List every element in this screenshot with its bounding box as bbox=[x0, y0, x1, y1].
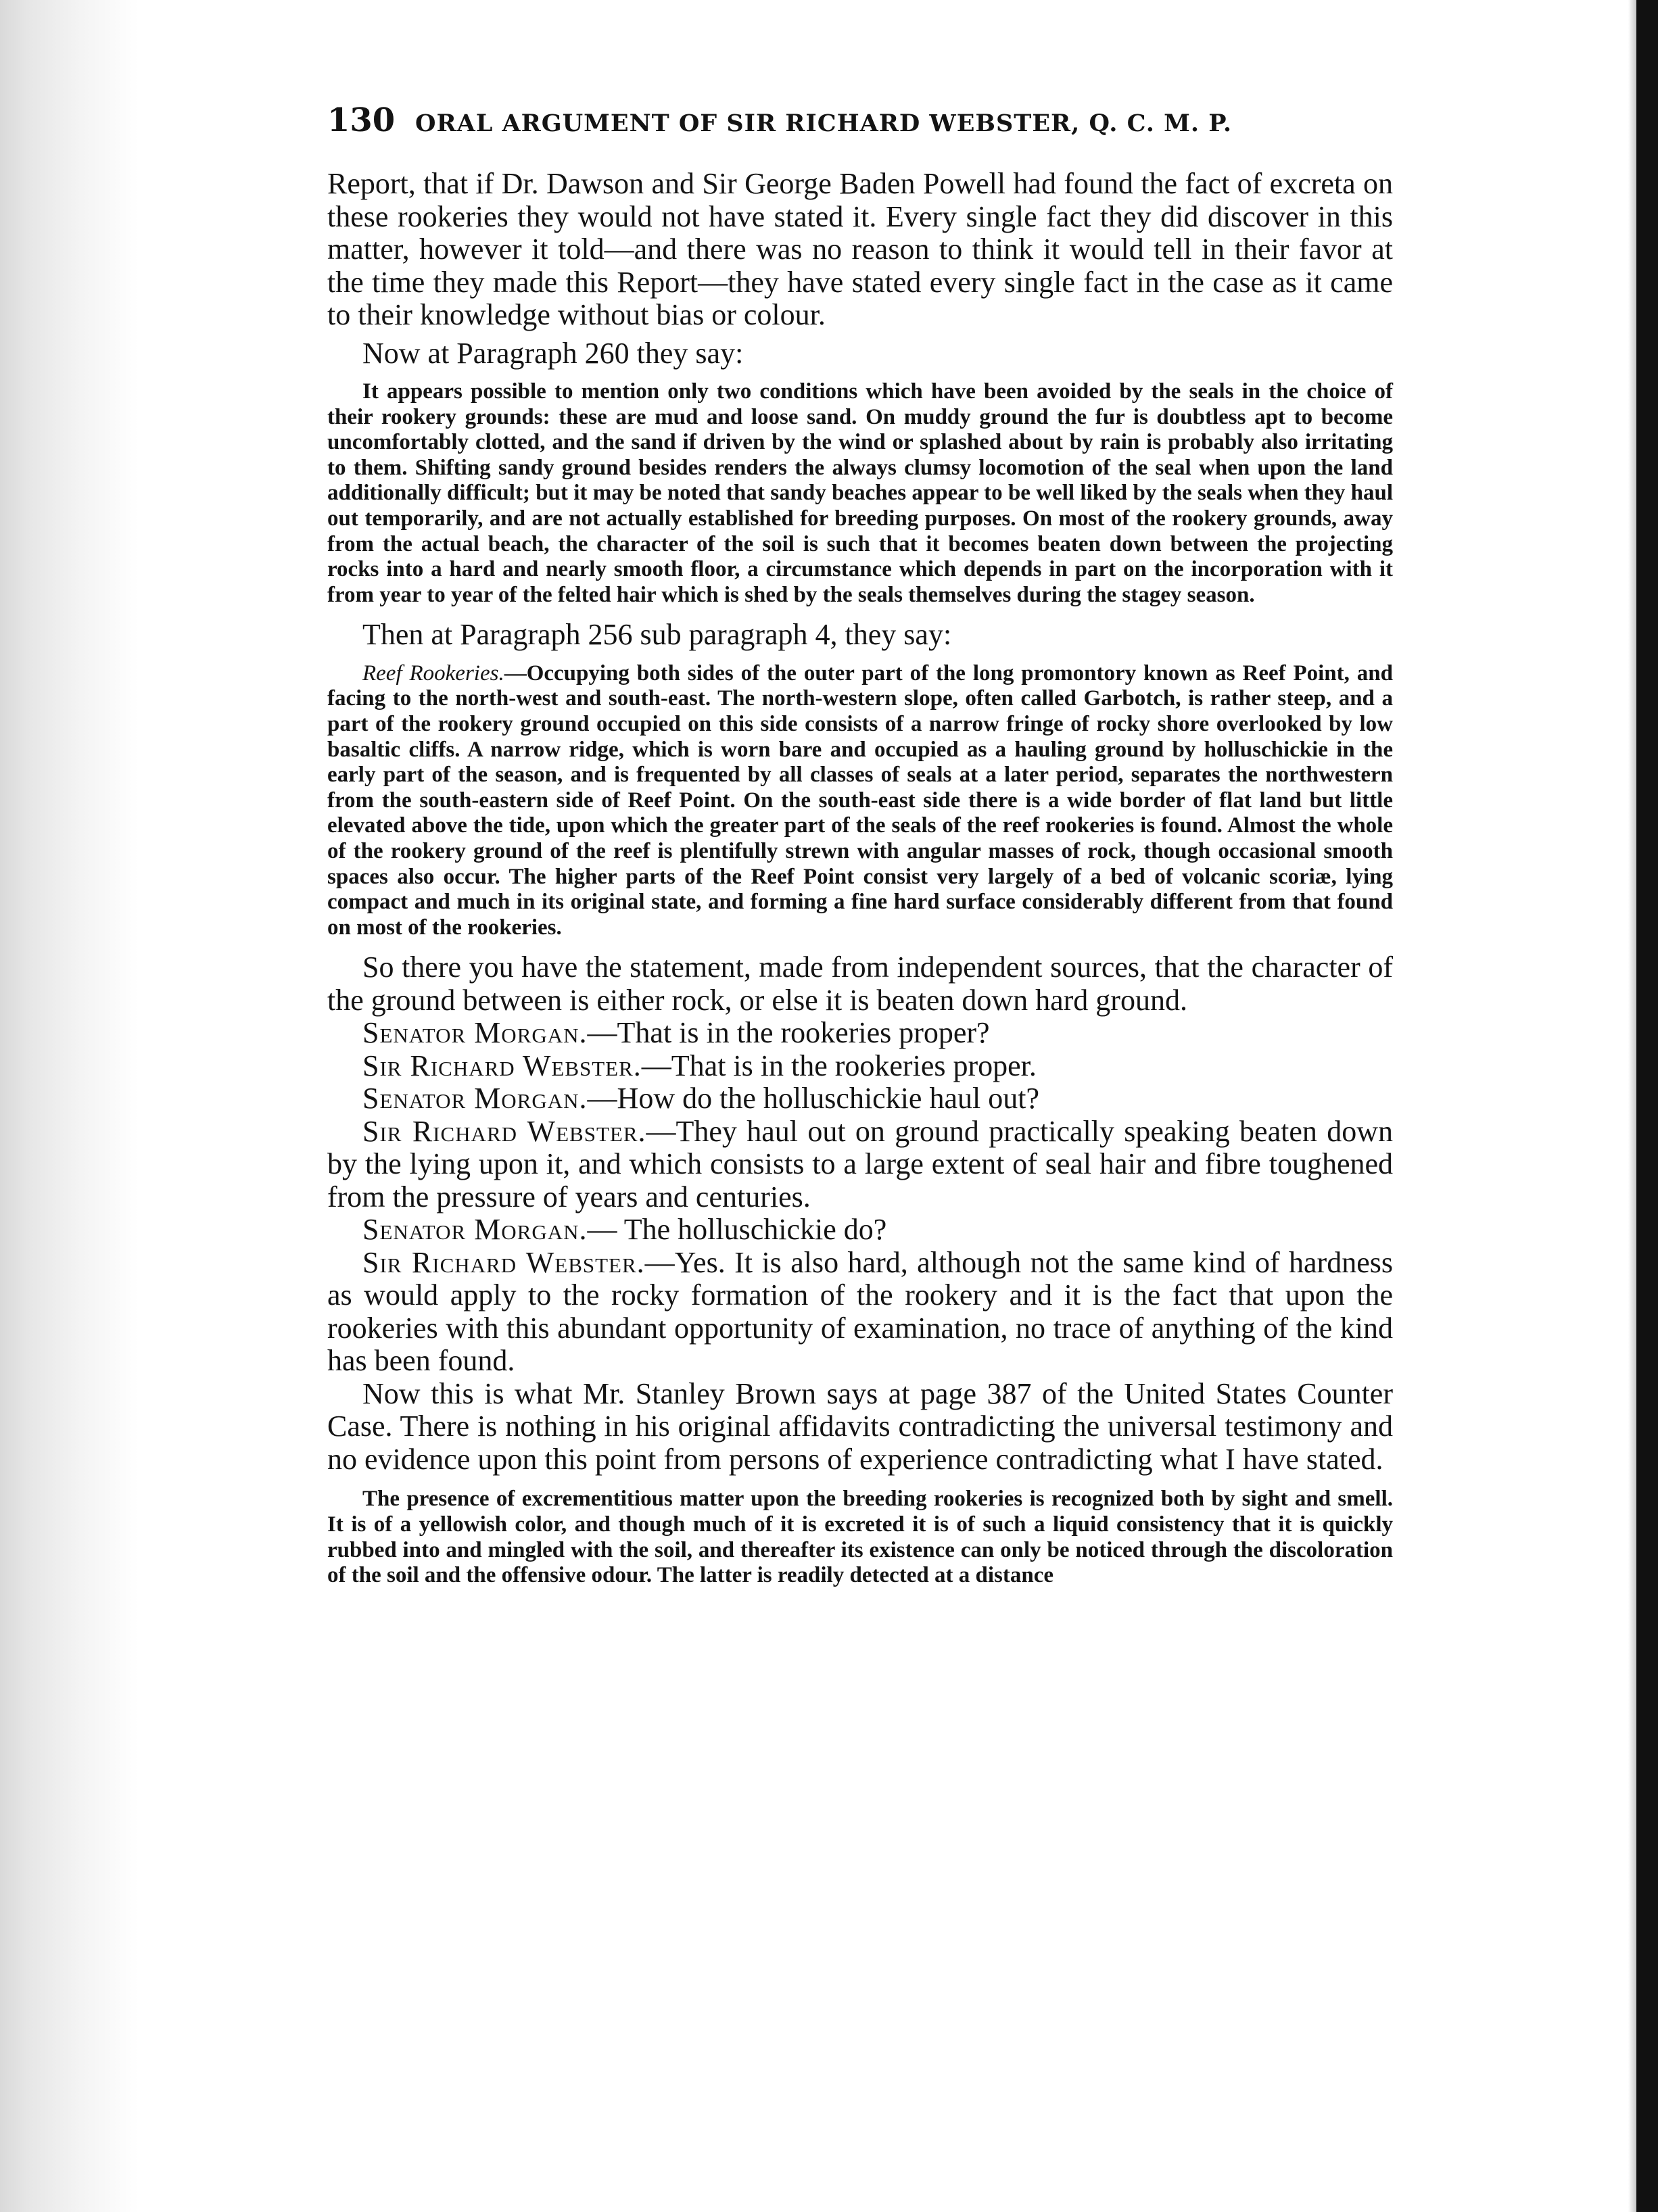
speech: —Yes. It is also hard, although not the same kind of hardness as would apply to the rocky formation of the rookery and it is the fact that upon the rookeries with this abundant opportunity of examination, no trace of anything of the kind has been found. bbox=[327, 1245, 1393, 1378]
dialogue-line bbox=[327, 1213, 1393, 1247]
scan-left-margin-shadow bbox=[0, 0, 139, 2212]
scan-right-border bbox=[1636, 0, 1658, 2212]
paragraph-report: Report, that if Dr. Dawson and Sir George Baden Powell had found the fact of excreta on these rookeries they would not have stated it. Every single fact they did discover in this matter, however it told—and there was no reason to think it would tell in their favor at the time they made this Report—they have stated every single fact in the case as it came to their knowledge without bias or colour. bbox=[327, 167, 1393, 331]
paragraph-256-intro: Then at Paragraph 256 sub paragraph 4, they say: bbox=[362, 618, 952, 652]
paragraph-260-intro: Now at Paragraph 260 they say: bbox=[362, 336, 744, 370]
dialogue-line bbox=[327, 1017, 1393, 1050]
quotation-excrementitious-matter: The presence of excrementitious matter upon the breeding rookeries is recognized both by sight and smell. It is of a yellowish color, and though much of it is excreted it is of such a liquid consistency that it is quickly rubbed into and mingled with the soil, and thereafter its existence can only be noticed through the discoloration of the soil and the offensive odour. The latter is readily detected at a distance bbox=[327, 1487, 1393, 1588]
speech: —How do the holluschickie haul out? bbox=[587, 1082, 1039, 1115]
speaker: Senator Morgan. bbox=[362, 1082, 588, 1115]
paragraph-statement: So there you have the statement, made from independent sources, that the character of the ground between is either rock, or else it is beaten down hard ground. bbox=[327, 951, 1393, 1017]
page-number: 130 bbox=[327, 101, 396, 139]
dialogue-line bbox=[327, 1247, 1393, 1378]
running-title: ORAL ARGUMENT OF SIR RICHARD WEBSTER, Q. C. M. P. bbox=[415, 110, 1232, 137]
dialogue-line bbox=[327, 1050, 1393, 1083]
speaker: Sir Richard Webster. bbox=[362, 1049, 642, 1082]
running-head bbox=[327, 101, 1393, 142]
speaker: Senator Morgan. bbox=[362, 1213, 588, 1247]
quotation-reef-rookeries bbox=[327, 661, 1393, 941]
speech: —That is in the rookeries proper? bbox=[587, 1016, 990, 1050]
speaker: Sir Richard Webster. bbox=[362, 1245, 645, 1279]
speaker: Senator Morgan. bbox=[362, 1016, 588, 1050]
quotation-paragraph-260: It appears possible to mention only two conditions which have been avoided by the seals in the choice of their rookery grounds: these are mud and loose sand. On muddy ground the fur is doubtless apt to become uncomfortably clotted, and the sand if driven by the wind or splashed about by rain is probably also irritating to them. Shifting sandy ground besides renders the always clumsy locomotion of the seal when upon the land additionally difficult; but it may be noted that sandy beaches appear to be well liked by the seals when they haul out temporarily, and are not actually established for breeding purposes. On most of the rookery grounds, away from the actual beach, the character of the soil is such that it becomes beaten down between the projecting rocks into a hard and nearly smooth floor, a circumstance which depends in part on the incorporation with it from year to year of the felted hair which is shed by the seals themselves during the stagey season. bbox=[327, 379, 1393, 607]
speech: — The holluschickie do? bbox=[587, 1213, 887, 1247]
book-page bbox=[327, 101, 1393, 1600]
quotation-heading: Reef Rookeries. bbox=[362, 660, 504, 686]
speech: —That is in the rookeries proper. bbox=[641, 1049, 1037, 1082]
dialogue-line bbox=[327, 1082, 1393, 1115]
dialogue-line bbox=[327, 1115, 1393, 1214]
speaker: Sir Richard Webster. bbox=[362, 1114, 646, 1148]
speech: —They haul out on ground practically speaking beaten down by the lying upon it, and which consists to a large extent of seal hair and fibre toughened from the pressure of years and centuries. bbox=[327, 1114, 1393, 1213]
paragraph-stanley-brown: Now this is what Mr. Stanley Brown says at page 387 of the United States Counter Case. There is nothing in his original affidavits contradicting the universal testimony and no evidence upon this point from persons of experience contradicting what I have stated. bbox=[327, 1376, 1393, 1476]
scan-right-gutter-shadow bbox=[1628, 0, 1636, 2212]
quotation-body: —Occupying both sides of the outer part of the long promontory known as Reef Point, and facing to the north-west and south-east. The north-western slope, often called Garbotch, is rather steep, and a part of the rookery ground occupied on this side consists of a narrow fringe of rocky shore overlooked by low basaltic cliffs. A narrow ridge, which is worn bare and occupied as a hauling ground by holluschickie in the early part of the season, and is frequented by all classes of seals at a later period, separates the northwestern from the south-eastern side of Reef Point. On the south-east side there is a wide border of flat land but little elevated above the tide, upon which the greater part of the seals of the reef rookeries is found. Almost the whole of the rookery ground of the reef is plentifully strewn with angular masses of rock, though occasional smooth spaces also occur. The higher parts of the Reef Point consist very largely of a bed of volcanic scoriæ, lying compact and much in its original state, and forming a fine hard surface considerably different from that found on most of the rookeries. bbox=[327, 660, 1393, 940]
